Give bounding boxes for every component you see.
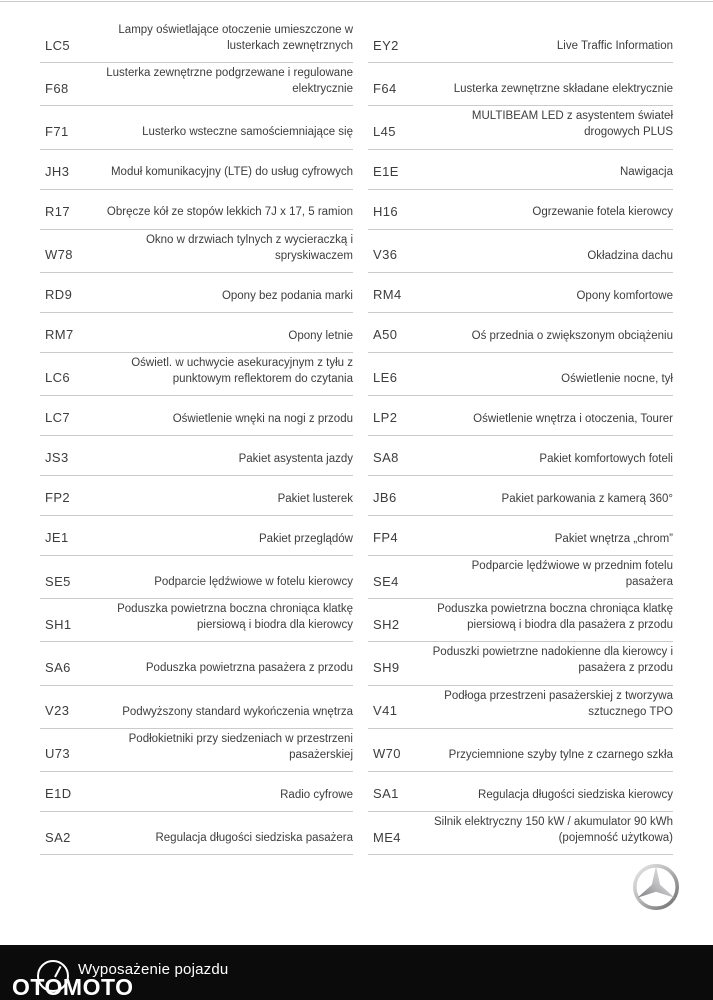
feature-code: E1D — [45, 786, 72, 802]
footer-section-title: Wyposażenie pojazdu — [78, 961, 229, 978]
equipment-row — [0, 516, 713, 556]
feature-code: U73 — [45, 746, 71, 762]
equipment-cell — [368, 396, 673, 436]
equipment-row — [0, 686, 713, 729]
feature-code: SA6 — [45, 659, 71, 675]
otomoto-logo-needle-icon — [54, 966, 61, 978]
equipment-cell — [368, 190, 673, 230]
column-gap — [353, 63, 368, 106]
feature-code: FP4 — [373, 530, 399, 546]
feature-description: MULTIBEAM LED z asystentem świateł drogowych PLUS — [471, 110, 673, 139]
column-gap — [353, 812, 368, 855]
feature-code: F64 — [373, 80, 397, 96]
feature-description: Poduszki powietrzne nadokienne dla kierowcy i pasażera z przodu — [432, 646, 673, 675]
feature-code: SE5 — [45, 573, 71, 589]
feature-description: Opony letnie — [288, 329, 353, 342]
equipment-cell — [368, 642, 673, 685]
equipment-cell — [40, 150, 353, 190]
feature-description: Poduszka powietrzna boczna chroniąca klatkę piersiową i biodra dla kierowcy — [117, 603, 353, 632]
equipment-row — [0, 436, 713, 476]
equipment-row — [0, 642, 713, 685]
equipment-cell — [40, 2, 353, 63]
column-gap — [353, 516, 368, 556]
feature-description: Podwyższony standard wykończenia wnętrza — [122, 705, 353, 718]
column-gap — [353, 2, 368, 63]
feature-code: W78 — [45, 247, 73, 263]
feature-code: SA8 — [373, 450, 399, 466]
column-gap — [353, 353, 368, 396]
feature-description: Pakiet parkowania z kamerą 360° — [501, 492, 673, 505]
equipment-cell — [368, 436, 673, 476]
feature-description: Live Traffic Information — [556, 40, 673, 53]
equipment-row — [0, 729, 713, 772]
feature-description: Radio cyfrowe — [280, 788, 353, 801]
feature-code: ME4 — [373, 829, 401, 845]
feature-description: Oświetl. w uchwycie asekuracyjnym z tyłu z punktowym reflektorem do czytania — [131, 356, 353, 385]
feature-code: JS3 — [45, 450, 69, 466]
equipment-row — [0, 2, 713, 63]
equipment-cell — [368, 150, 673, 190]
equipment-cell — [40, 812, 353, 855]
feature-code: E1E — [373, 164, 399, 180]
feature-description: Okno w drzwiach tylnych z wycieraczką i spryskiwaczem — [145, 233, 353, 262]
feature-code: W70 — [373, 746, 401, 762]
feature-description: Podparcie lędźwiowe w fotelu kierowcy — [154, 576, 353, 589]
equipment-row — [0, 106, 713, 149]
feature-code: L45 — [373, 124, 396, 140]
feature-code: V41 — [373, 703, 398, 719]
feature-code: JB6 — [373, 490, 397, 506]
equipment-cell — [40, 642, 353, 685]
feature-code: LC7 — [45, 410, 71, 426]
feature-description: Pakiet lusterek — [277, 492, 353, 505]
feature-description: Regulacja długości siedziska kierowcy — [478, 788, 673, 801]
feature-code: FP2 — [45, 490, 71, 506]
feature-code: LC6 — [45, 370, 71, 386]
feature-description: Lusterko wsteczne samościemniające się — [142, 126, 353, 139]
equipment-cell — [40, 313, 353, 353]
feature-code: RM7 — [45, 327, 74, 343]
equipment-row — [0, 273, 713, 313]
feature-description: Lampy oświetlające otoczenie umieszczone w lusterkach zewnętrznych — [118, 24, 353, 53]
feature-description: Pakiet komfortowych foteli — [539, 452, 673, 465]
equipment-table — [0, 2, 713, 855]
feature-code: RM4 — [373, 287, 402, 303]
feature-description: Opony bez podania marki — [221, 289, 353, 302]
equipment-row — [0, 190, 713, 230]
feature-code: LC5 — [45, 37, 71, 53]
feature-description: Pakiet wnętrza „chrom” — [554, 532, 673, 545]
equipment-cell — [368, 812, 673, 855]
column-gap — [353, 150, 368, 190]
feature-description: Przyciemnione szyby tylne z czarnego szkła — [448, 748, 673, 761]
feature-description: Podłokietniki przy siedzeniach w przestrzeni pasażerskiej — [128, 732, 353, 761]
equipment-row — [0, 599, 713, 642]
equipment-cell — [368, 313, 673, 353]
equipment-cell — [368, 516, 673, 556]
feature-description: Nawigacja — [619, 166, 673, 179]
feature-description: Poduszka powietrzna boczna chroniąca klatkę piersiową i biodra dla pasażera z przodu — [437, 603, 673, 632]
feature-description: Ogrzewanie fotela kierowcy — [532, 206, 673, 219]
equipment-cell — [368, 729, 673, 772]
equipment-cell — [368, 2, 673, 63]
feature-description: Oświetlenie nocne, tył — [561, 372, 673, 385]
column-gap — [353, 396, 368, 436]
feature-code: SH9 — [373, 659, 400, 675]
column-gap — [353, 313, 368, 353]
column-gap — [353, 772, 368, 812]
equipment-cell — [40, 353, 353, 396]
equipment-cell — [40, 556, 353, 599]
feature-description: Poduszka powietrzna pasażera z przodu — [145, 662, 353, 675]
feature-code: JE1 — [45, 530, 69, 546]
feature-description: Opony komfortowe — [576, 289, 673, 302]
equipment-cell — [40, 599, 353, 642]
equipment-cell — [368, 772, 673, 812]
equipment-row — [0, 63, 713, 106]
feature-code: SE4 — [373, 573, 399, 589]
feature-description: Silnik elektryczny 150 kW / akumulator 90 kWh (pojemność użytkowa) — [433, 815, 673, 844]
equipment-row — [0, 556, 713, 599]
otomoto-logo-ring-icon — [37, 960, 69, 992]
column-gap — [353, 599, 368, 642]
feature-code: SA1 — [373, 786, 399, 802]
equipment-cell — [40, 273, 353, 313]
equipment-cell — [40, 729, 353, 772]
feature-code: EY2 — [373, 37, 399, 53]
mercedes-star-icon — [632, 863, 680, 911]
equipment-cell — [40, 686, 353, 729]
feature-code: F71 — [45, 124, 69, 140]
column-gap — [353, 476, 368, 516]
feature-description: Regulacja długości siedziska pasażera — [155, 831, 353, 844]
feature-code: SH2 — [373, 616, 400, 632]
feature-code: SA2 — [45, 829, 71, 845]
column-gap — [353, 729, 368, 772]
column-gap — [353, 190, 368, 230]
equipment-cell — [368, 273, 673, 313]
equipment-row — [0, 313, 713, 353]
equipment-cell — [368, 556, 673, 599]
equipment-cell — [368, 353, 673, 396]
feature-code: LE6 — [373, 370, 398, 386]
equipment-cell — [40, 190, 353, 230]
feature-code: A50 — [373, 327, 398, 343]
feature-description: Oświetlenie wnęki na nogi z przodu — [172, 412, 353, 425]
feature-code: R17 — [45, 204, 71, 220]
equipment-cell — [40, 63, 353, 106]
feature-code: SH1 — [45, 616, 72, 632]
otomoto-logo — [12, 976, 134, 999]
feature-description: Podparcie lędźwiowe w przednim fotelu pasażera — [471, 559, 673, 589]
equipment-row — [0, 476, 713, 516]
feature-description: Lusterka zewnętrzne podgrzewane i regulowane elektrycznie — [106, 67, 353, 96]
feature-description: Podłoga przestrzeni pasażerskiej z tworzywa sztucznego TPO — [444, 689, 673, 718]
otomoto-logo-text: OTOMOTO — [12, 974, 134, 1000]
equipment-cell — [368, 476, 673, 516]
equipment-row — [0, 230, 713, 273]
equipment-row — [0, 396, 713, 436]
feature-code: V23 — [45, 703, 70, 719]
feature-code: F68 — [45, 80, 69, 96]
feature-description: Oświetlenie wnętrza i otoczenia, Tourer — [473, 412, 673, 425]
equipment-cell — [368, 230, 673, 273]
column-gap — [353, 273, 368, 313]
feature-description: Okładzina dachu — [587, 249, 673, 262]
feature-code: RD9 — [45, 287, 73, 303]
equipment-row — [0, 812, 713, 855]
feature-description: Oś przednia o zwiększonym obciążeniu — [471, 329, 673, 342]
feature-description: Obręcze kół ze stopów lekkich 7J x 17, 5 ramion — [106, 206, 353, 219]
feature-code: V36 — [373, 247, 398, 263]
equipment-cell — [40, 396, 353, 436]
column-gap — [353, 230, 368, 273]
column-gap — [353, 436, 368, 476]
feature-description: Moduł komunikacyjny (LTE) do usług cyfrowych — [110, 166, 353, 179]
column-gap — [353, 106, 368, 149]
footer-bar — [0, 945, 713, 1000]
equipment-row — [0, 353, 713, 396]
equipment-row — [0, 150, 713, 190]
equipment-cell — [40, 772, 353, 812]
equipment-cell — [368, 106, 673, 149]
feature-description: Pakiet przeglądów — [259, 532, 353, 545]
equipment-cell — [368, 599, 673, 642]
feature-code: LP2 — [373, 410, 398, 426]
feature-description: Pakiet asystenta jazdy — [238, 452, 353, 465]
equipment-cell — [368, 686, 673, 729]
equipment-cell — [40, 106, 353, 149]
equipment-row — [0, 772, 713, 812]
equipment-cell — [368, 63, 673, 106]
feature-description: Lusterka zewnętrzne składane elektrycznie — [453, 83, 673, 96]
column-gap — [353, 642, 368, 685]
column-gap — [353, 556, 368, 599]
equipment-cell — [40, 516, 353, 556]
column-gap — [353, 686, 368, 729]
equipment-cell — [40, 436, 353, 476]
feature-code: H16 — [373, 204, 399, 220]
feature-code: JH3 — [45, 164, 70, 180]
equipment-cell — [40, 230, 353, 273]
equipment-cell — [40, 476, 353, 516]
